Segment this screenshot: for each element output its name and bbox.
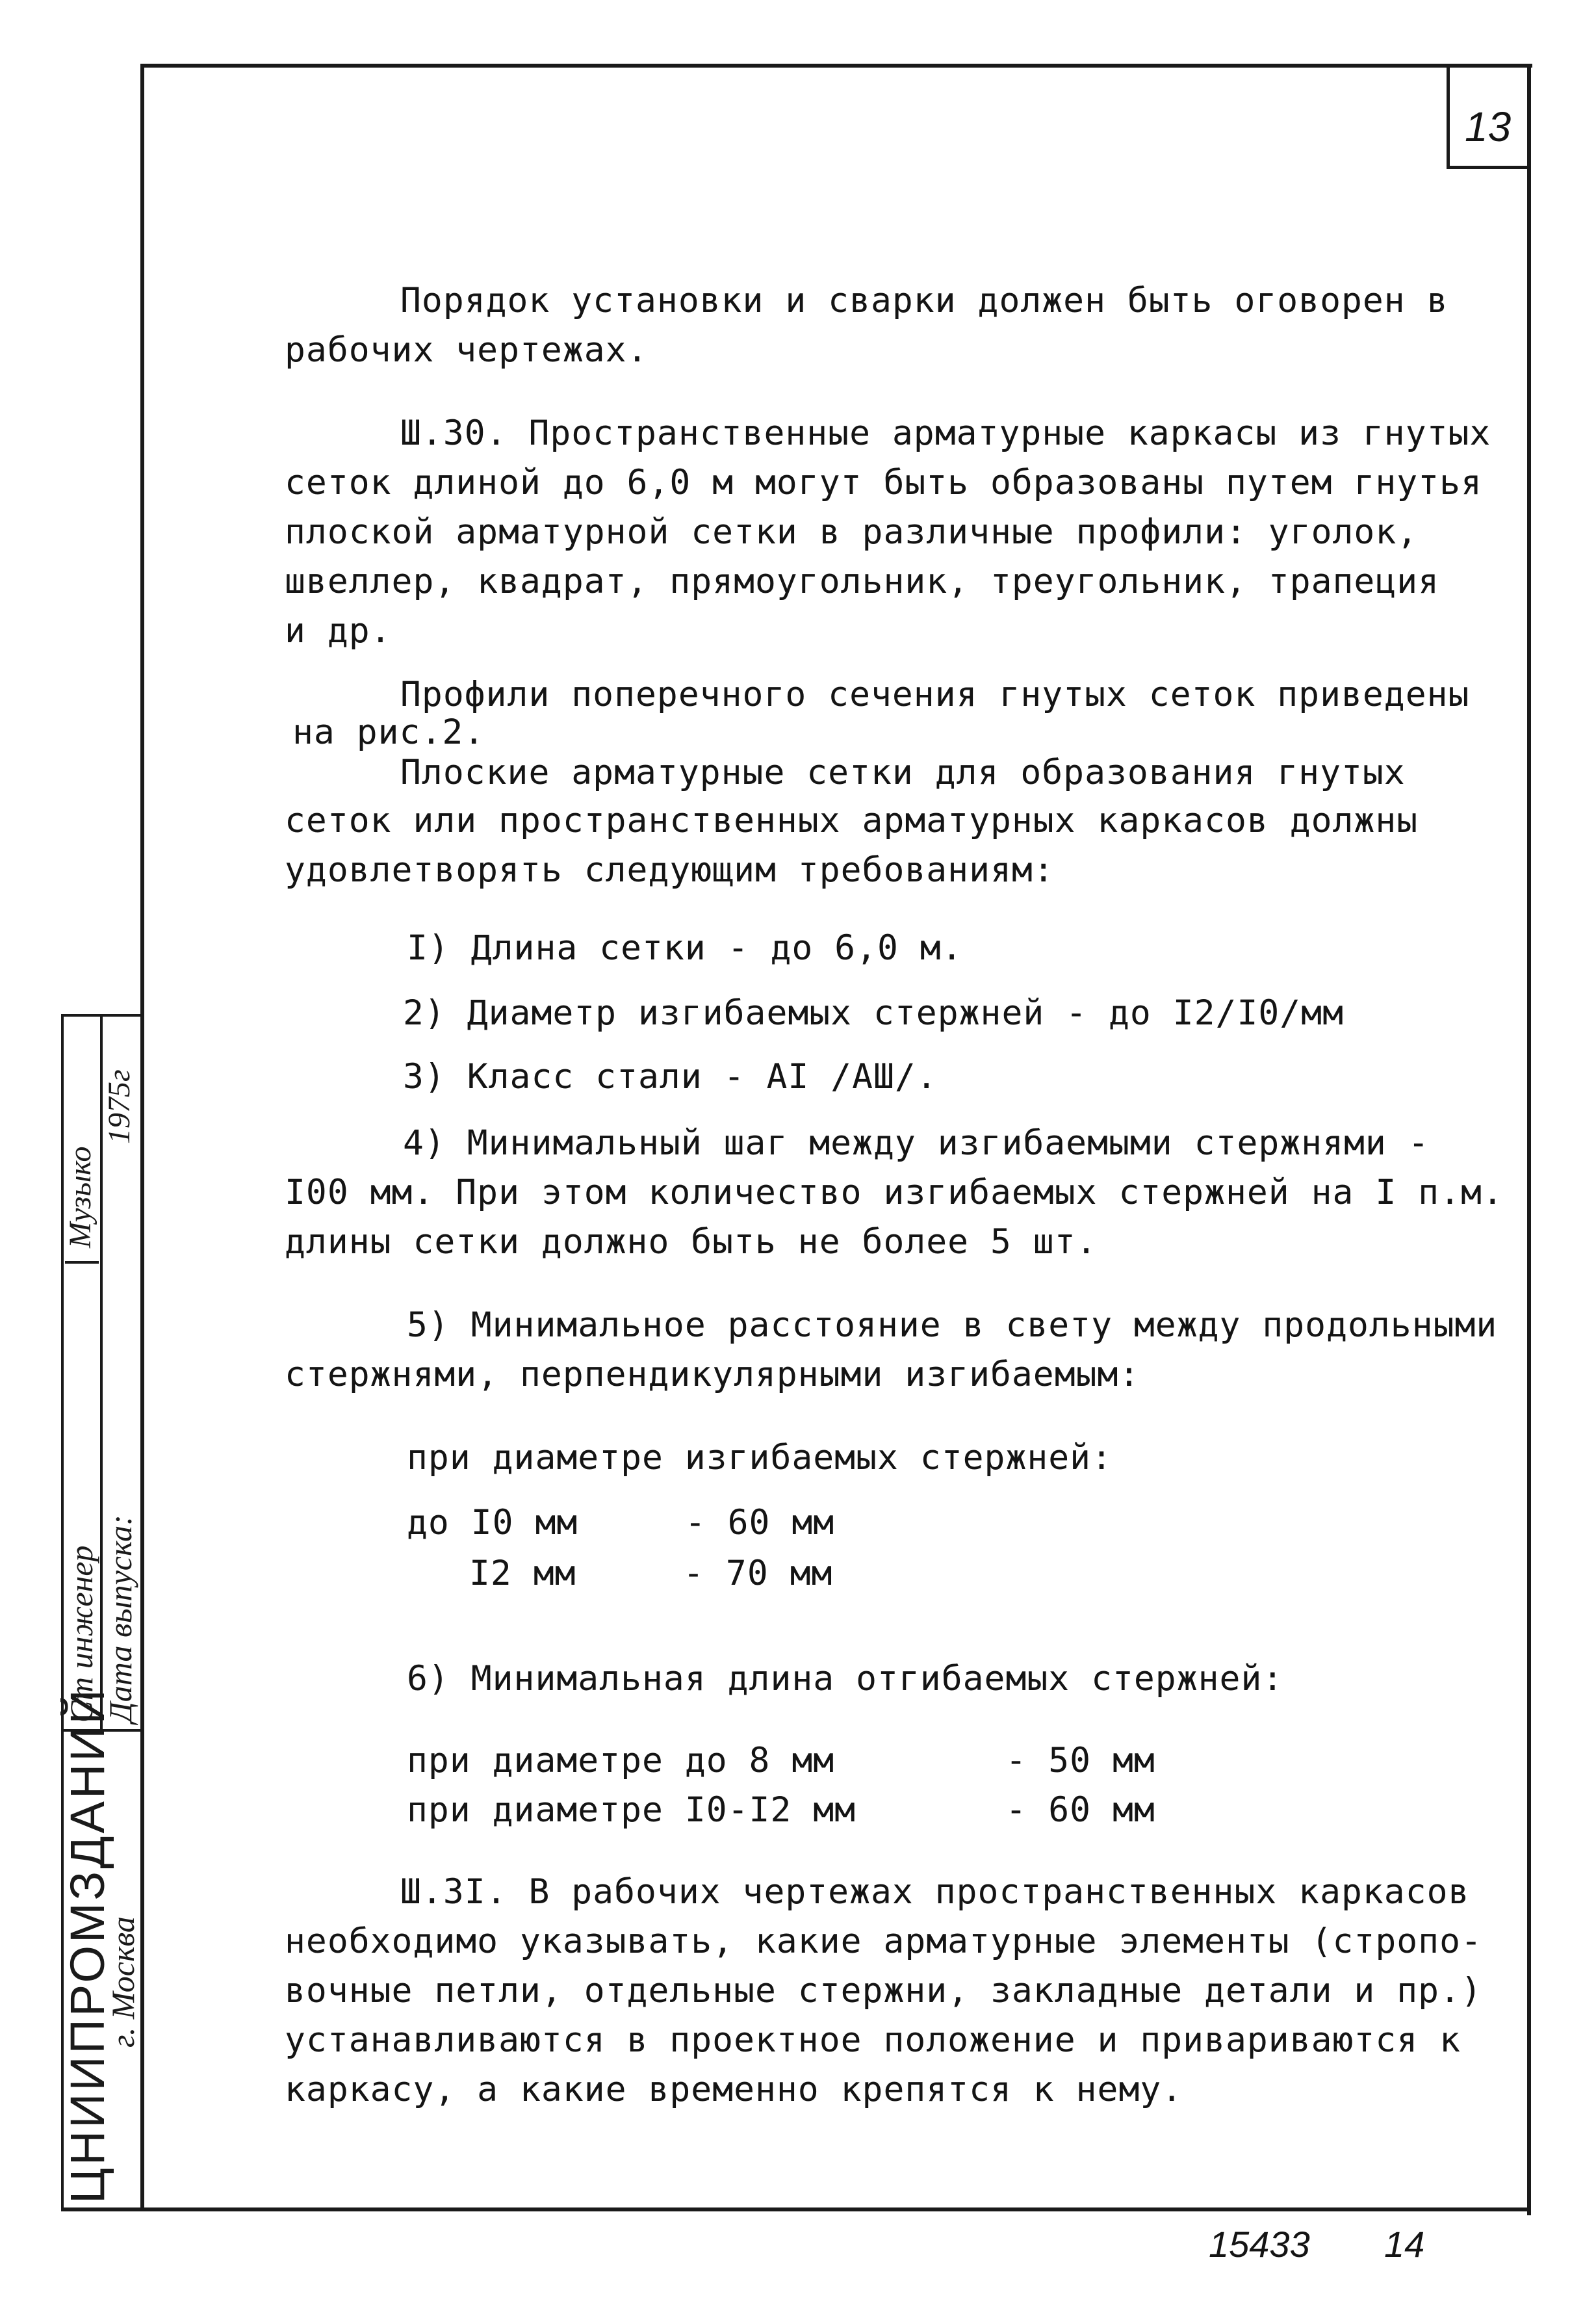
paragraph-line: вочные петли, отдельные стержни, закладные детали и пр.) — [285, 1971, 1482, 2011]
paragraph-line: сеток или пространственных арматурных каркасов должны — [285, 801, 1419, 840]
paragraph-line: удовлетворять следующим требованиям: — [285, 850, 1055, 890]
list-item: 3) Класс стали - АI /АШ/. — [403, 1057, 938, 1097]
paragraph-line: Ш.30. Пространственные арматурные каркасы из гнутых — [400, 413, 1491, 453]
release-date-value: 1975г — [102, 1069, 136, 1144]
paragraph-line: необходимо указывать, какие арматурные элементы (стропо- — [285, 1921, 1482, 1961]
value-row: до I0 мм - 60 мм — [407, 1503, 835, 1543]
paragraph-line: плоской арматурной сетки в различные профили: уголок, — [285, 512, 1419, 552]
paragraph-line: швеллер, квадрат, прямоугольник, треугольник, трапеция — [285, 562, 1440, 601]
paragraph-line: и др. — [285, 611, 392, 651]
paragraph-line: каркасу, а какие временно крепятся к нему. — [285, 2070, 1183, 2109]
paragraph-line: устанавливаются в проектное положение и привариваются к — [285, 2020, 1461, 2060]
paragraph-line: стержнями, перпендикулярными изгибаемым: — [285, 1355, 1140, 1394]
paragraph-line: длины сетки должно быть не более 5 шт. — [285, 1222, 1098, 1262]
engineer-name: Музыко — [63, 1146, 97, 1248]
stamp-divider — [65, 1261, 99, 1264]
engineer-label: Ст инженер — [63, 1545, 99, 1723]
list-item: 2) Диаметр изгибаемых стержней - до I2/I0/мм — [403, 993, 1344, 1033]
paragraph-line: Плоские арматурные сетки для образования гнутых — [400, 753, 1406, 792]
frame-right-border — [1527, 64, 1531, 2215]
list-item: 4) Минимальный шаг между изгибаемыми стержнями - — [403, 1123, 1430, 1163]
paragraph-line: при диаметре изгибаемых стержней: — [407, 1438, 1113, 1478]
paragraph-line: Ш.3I. В рабочих чертежах пространственных каркасов — [400, 1872, 1470, 1912]
frame-left-border — [140, 64, 144, 2211]
paragraph-line: рабочих чертежах. — [285, 330, 649, 370]
frame-top-border — [142, 64, 1532, 68]
paragraph-line: сеток длиной до 6,0 м могут быть образованы путем гнутья — [285, 463, 1482, 502]
city-label: г. Москва — [105, 1916, 141, 2048]
paragraph-line: I00 мм. При этом количество изгибаемых стержней на I п.м. — [285, 1173, 1504, 1212]
stamp-divider — [61, 1014, 142, 1017]
inventory-number: 15433 — [1209, 2224, 1310, 2265]
list-item: I) Длина сетки - до 6,0 м. — [407, 928, 963, 968]
value-row: I2 мм - 70 мм — [469, 1554, 833, 1593]
page-number: 13 — [1465, 103, 1512, 150]
list-item: 5) Минимальное расстояние в свету между продольными — [407, 1305, 1498, 1345]
value-row: при диаметре до 8 мм - 50 мм — [407, 1741, 1155, 1780]
list-item: 6) Минимальная длина отгибаемых стержней: — [407, 1659, 1284, 1699]
paragraph-line: Профили поперечного сечения гнутых сеток приведены — [400, 675, 1470, 714]
paragraph-line: на рис.2. — [292, 712, 485, 752]
organization-name: ЦНИИПРОМЗДАНИЙ — [60, 1687, 114, 2204]
release-date-label: Дата выпуска: — [102, 1515, 138, 1723]
sheet-number: 14 — [1384, 2224, 1425, 2265]
paragraph-line: Порядок установки и сварки должен быть оговорен в — [400, 281, 1448, 320]
value-row: при диаметре I0-I2 мм - 60 мм — [407, 1790, 1155, 1830]
frame-bottom-border — [61, 2207, 1531, 2211]
